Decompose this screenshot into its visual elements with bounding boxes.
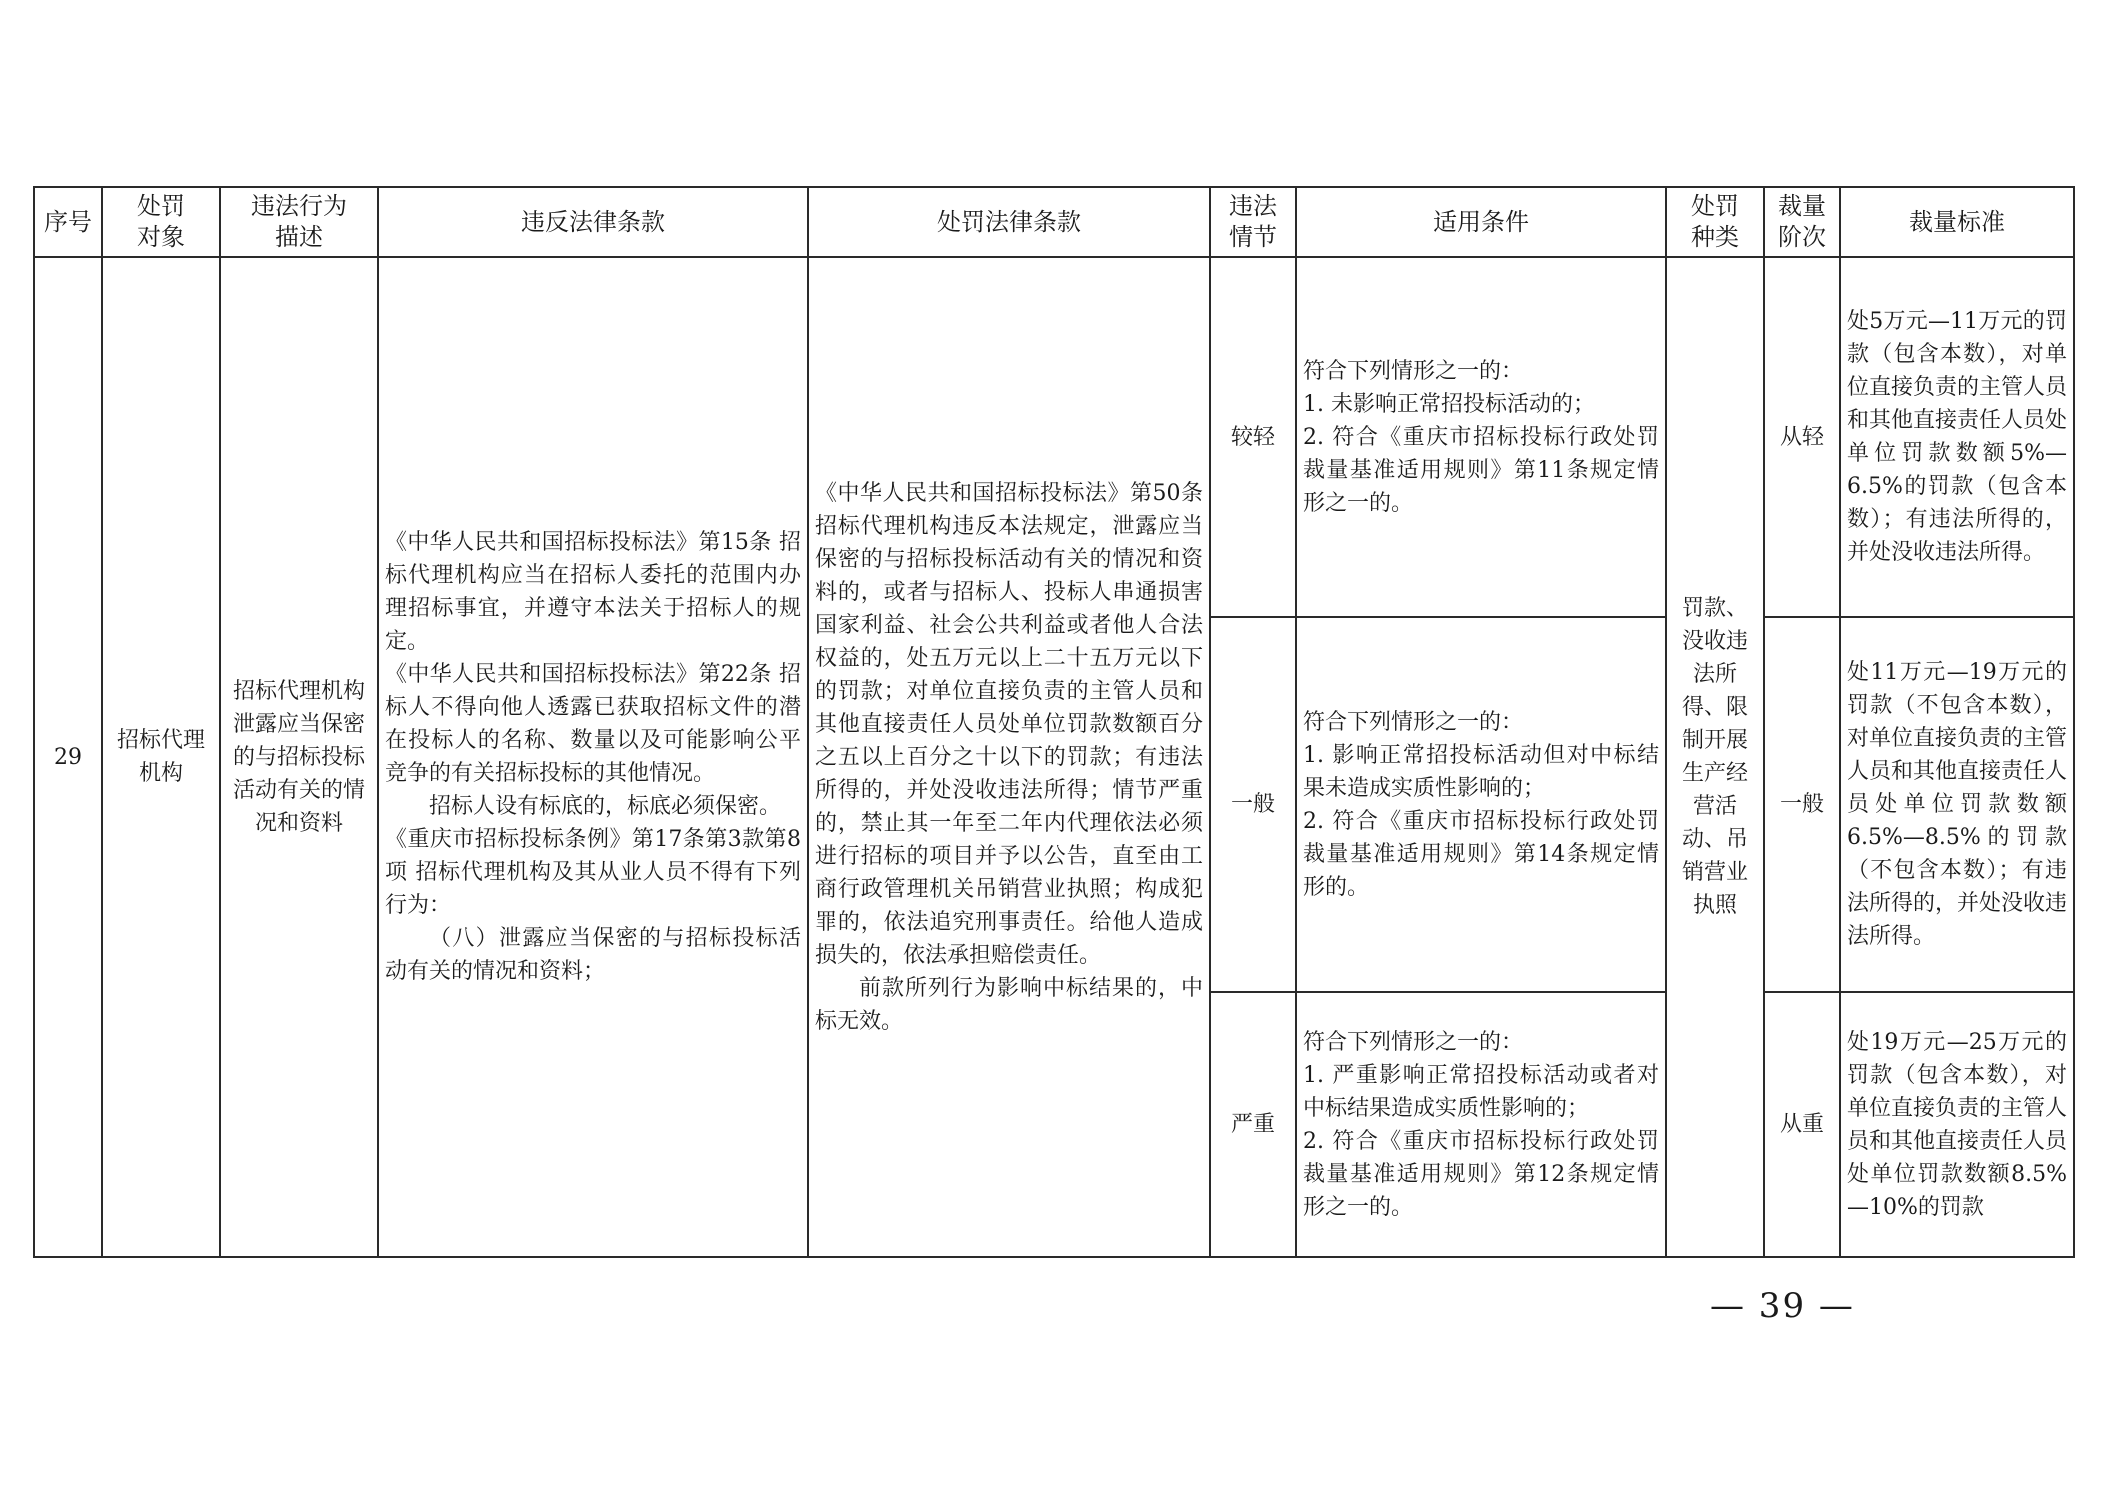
row-seq: 29	[34, 257, 102, 1257]
header-seq: 序号	[34, 187, 102, 257]
violated-law-para-3: 招标人设有标底的，标底必须保密。	[429, 794, 782, 819]
tier-circumstance-light: 较轻	[1210, 257, 1296, 617]
tier-standard-light: 处5万元—11万元的罚款（包含本数），对单位直接负责的主管人员和其他直接责任人员处单位罚款数额5%—6.5%的罚款（包含本数）；有违法所得的，并处没收违法所得。	[1840, 257, 2074, 617]
row-penalty-law	[808, 257, 1210, 1257]
tier-level-light: 从轻	[1764, 257, 1840, 617]
tier-conditions-normal: 符合下列情形之一的： 1. 影响正常招投标活动但对中标结果未造成实质性影响的； 2. 符合《重庆市招标投标行政处罚裁量基准适用规则》第14条规定情形的。	[1296, 617, 1666, 992]
tier-standard-normal: 处11万元—19万元的罚款（不包含本数），对单位直接负责的主管人员和其他直接责任人员处单位罚款数额6.5%—8.5%的罚款（不包含本数）；有违法所得的，并处没收违法所得。	[1840, 617, 2074, 992]
header-penalty-law: 处罚法律条款	[808, 187, 1210, 257]
page-number: — 39 —	[1710, 1286, 1855, 1326]
tier-circumstance-severe: 严重	[1210, 992, 1296, 1257]
header-row	[34, 187, 2074, 257]
tier-level-severe: 从重	[1764, 992, 1840, 1257]
header-target: 处罚 对象	[102, 187, 220, 257]
header-level: 裁量 阶次	[1764, 187, 1840, 257]
header-circumstance: 违法 情节	[1210, 187, 1296, 257]
violated-law-para-1: 《中华人民共和国招标投标法》第15条 招标代理机构应当在招标人委托的范围内办理招标事宜，并遵守本法关于招标人的规定。	[385, 530, 801, 654]
row-penalty-type: 罚款、没收违法所得、限制开展生产经营活动、吊销营业执照	[1666, 257, 1764, 1257]
row-target: 招标代理 机构	[102, 257, 220, 1257]
violated-law-para-4: 《重庆市招标投标条例》第17条第3款第8项 招标代理机构及其从业人员不得有下列行为：	[385, 827, 801, 918]
penalty-law-para-2: 前款所列行为影响中标结果的，中标无效。	[815, 975, 1203, 1034]
header-standard: 裁量标准	[1840, 187, 2074, 257]
row-violated-law	[378, 257, 808, 1257]
tier-conditions-severe: 符合下列情形之一的： 1. 严重影响正常招投标活动或者对中标结果造成实质性影响的； 2. 符合《重庆市招标投标行政处罚裁量基准适用规则》第12条规定情形之一的。	[1296, 992, 1666, 1257]
tier-level-normal: 一般	[1764, 617, 1840, 992]
tier-conditions-light: 符合下列情形之一的： 1. 未影响正常招投标活动的； 2. 符合《重庆市招标投标行政处罚裁量基准适用规则》第11条规定情形之一的。	[1296, 257, 1666, 617]
header-violated-law: 违反法律条款	[378, 187, 808, 257]
violated-law-para-5: （八）泄露应当保密的与招标投标活动有关的情况和资料；	[385, 926, 801, 984]
violated-law-para-2: 《中华人民共和国招标投标法》第22条 招标人不得向他人透露已获取招标文件的潜在投标人的名称、数量以及可能影响公平竞争的有关招标投标的其他情况。	[385, 662, 801, 786]
penalty-law-para-1: 《中华人民共和国招标投标法》第50条 招标代理机构违反本法规定，泄露应当保密的与招标投标活动有关的情况和资料的，或者与招标人、投标人串通损害国家利益、社会公共利益或者他人合法权益的，处五万元以上二十五万元以下的罚款；对单位直接负责的主管人员和其他直接责任人员处单位罚款数额百分之五以上百分之十以下的罚款；有违法所得的，并处没收违法所得；情节严重的，禁止其一年至二年内代理依法必须进行招标的项目并予以公告，直至由工商行政管理机关吊销营业执照；构成犯罪的，依法追究刑事责任。给他人造成损失的，依法承担赔偿责任。	[815, 480, 1203, 968]
header-conditions: 适用条件	[1296, 187, 1666, 257]
tier-standard-severe: 处19万元—25万元的罚款（包含本数），对单位直接负责的主管人员和其他直接责任人员处单位罚款数额8.5%—10%的罚款	[1840, 992, 2074, 1257]
table-row	[34, 257, 2074, 617]
header-penalty-type: 处罚 种类	[1666, 187, 1764, 257]
tier-circumstance-normal: 一般	[1210, 617, 1296, 992]
penalty-discretion-table	[33, 186, 2075, 1258]
header-behavior: 违法行为 描述	[220, 187, 378, 257]
row-behavior: 招标代理机构泄露应当保密的与招标投标活动有关的情况和资料	[220, 257, 378, 1257]
